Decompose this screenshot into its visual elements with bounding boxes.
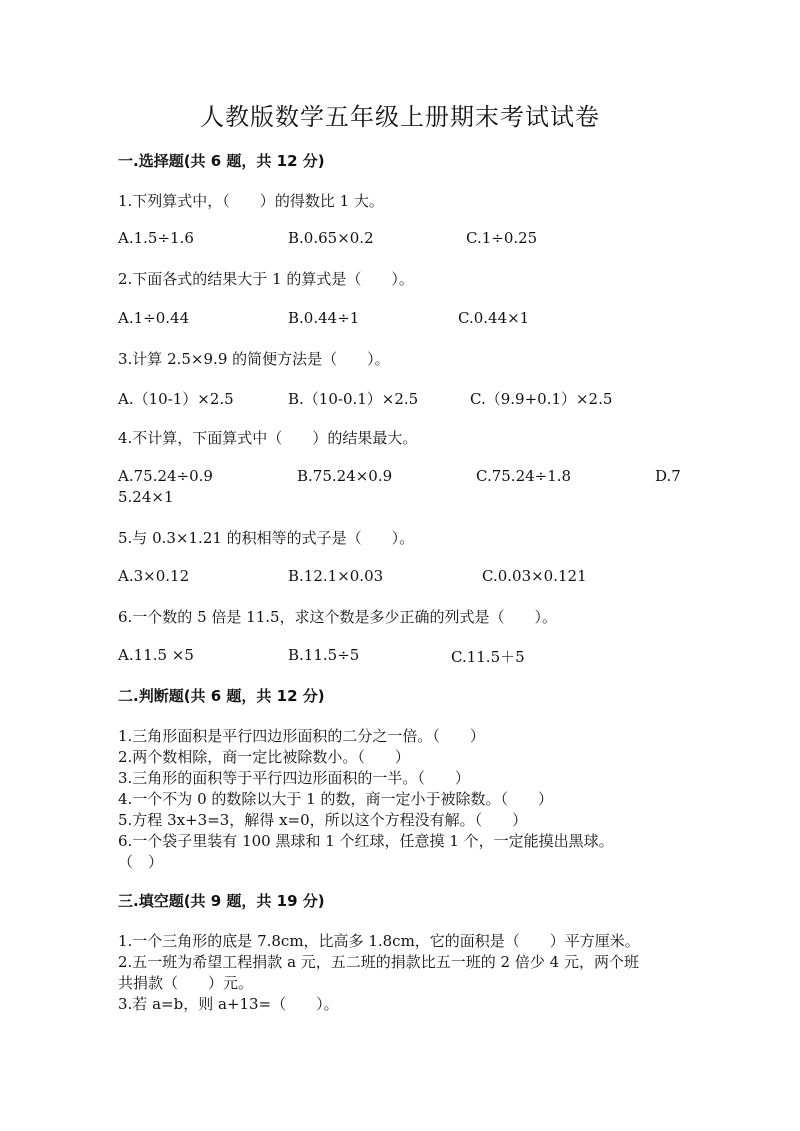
q4-option-d: D.7: [655, 467, 681, 485]
question-6: 6.一个数的 5 倍是 11.5，求这个数是多少正确的列式是（ ）。: [118, 608, 558, 626]
q6-option-c: C.11.5＋5: [451, 648, 525, 666]
judgement-item: 1.三角形面积是平行四边形面积的二分之一倍。（ ）: [118, 727, 485, 745]
question-4: 4.不计算，下面算式中（ ）的结果最大。: [118, 429, 418, 447]
fill-blank-item-wrap: 共捐款（ ）元。: [118, 974, 254, 992]
q5-option-a: A.3×0.12: [118, 567, 190, 585]
q3-option-c: C.（9.9+0.1）×2.5: [470, 390, 613, 408]
q5-option-b: B.12.1×0.03: [288, 567, 384, 585]
section-heading-judgement: 二.判断题(共 6 题，共 12 分): [118, 687, 325, 705]
q2-option-b: B.0.44÷1: [288, 309, 360, 327]
q1-option-b: B.0.65×0.2: [288, 229, 374, 247]
page-title: 人教版数学五年级上册期末考试试卷: [200, 103, 600, 131]
question-5: 5.与 0.3×1.21 的积相等的式子是（ ）。: [118, 529, 415, 547]
section-heading-fill-blank: 三.填空题(共 9 题，共 19 分): [118, 892, 325, 910]
question-3: 3.计算 2.5×9.9 的简便方法是（ ）。: [118, 350, 390, 368]
q5-option-c: C.0.03×0.121: [482, 567, 587, 585]
judgement-item: 3.三角形的面积等于平行四边形面积的一半。（ ）: [118, 769, 470, 787]
q6-option-b: B.11.5÷5: [288, 646, 360, 664]
judgement-item: 2.两个数相除，商一定比被除数小。（ ）: [118, 748, 410, 766]
q4-option-b: B.75.24×0.9: [297, 467, 393, 485]
fill-blank-item: 2.五一班为希望工程捐款 a 元，五二班的捐款比五一班的 2 倍少 4 元，两个班: [118, 953, 639, 971]
q3-option-a: A.（10-1）×2.5: [118, 390, 234, 408]
q6-option-a: A.11.5 ×5: [118, 646, 194, 664]
judgement-item: 4.一个不为 0 的数除以大于 1 的数，商一定小于被除数。（ ）: [118, 790, 553, 808]
question-1: 1.下列算式中，（ ）的得数比 1 大。: [118, 192, 384, 210]
judgement-item-wrap: （ ）: [118, 853, 164, 871]
q4-option-d-wrap: 5.24×1: [118, 488, 174, 506]
q4-option-a: A.75.24÷0.9: [118, 467, 213, 485]
judgement-item: 5.方程 3x+3=3，解得 x=0，所以这个方程没有解。（ ）: [118, 811, 528, 829]
q4-option-c: C.75.24÷1.8: [476, 467, 572, 485]
q3-option-b: B.（10-0.1）×2.5: [288, 390, 419, 408]
q1-option-c: C.1÷0.25: [466, 229, 538, 247]
fill-blank-item: 3.若 a=b，则 a+13=（ ）。: [118, 995, 339, 1013]
q1-option-a: A.1.5÷1.6: [118, 229, 194, 247]
question-2: 2.下面各式的结果大于 1 的算式是（ ）。: [118, 270, 414, 288]
fill-blank-item: 1.一个三角形的底是 7.8cm，比高多 1.8cm，它的面积是（ ）平方厘米。: [118, 932, 640, 950]
section-heading-choice: 一.选择题(共 6 题，共 12 分): [118, 152, 325, 170]
q2-option-a: A.1÷0.44: [118, 309, 190, 327]
judgement-item: 6.一个袋子里装有 100 黑球和 1 个红球，任意摸 1 个，一定能摸出黑球。: [118, 832, 614, 850]
q2-option-c: C.0.44×1: [458, 309, 530, 327]
